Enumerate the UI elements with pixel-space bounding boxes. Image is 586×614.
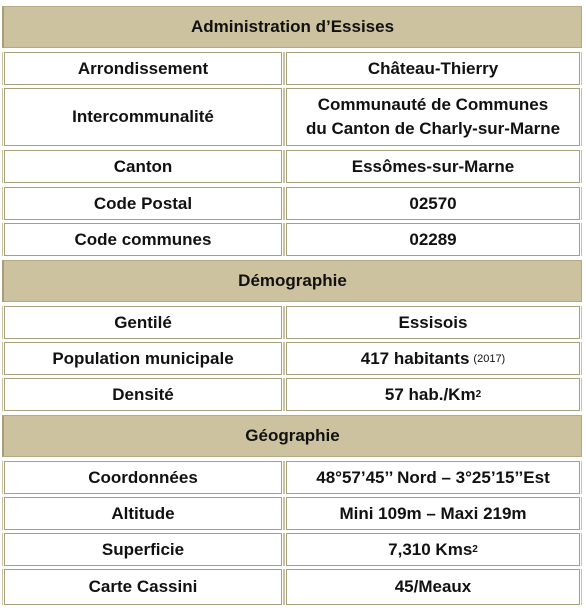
population-value: 417 habitants (360, 348, 470, 368)
row-code-communes (2, 223, 582, 256)
row-gentile (2, 306, 582, 339)
value-line-2: du Canton de Charly-sur-Marne (305, 119, 561, 138)
label-cell: Altitude (4, 497, 282, 530)
value-cell: Essômes-sur-Marne (286, 150, 580, 183)
label-cell: Population municipale (4, 342, 282, 375)
value-cell: 02289 (286, 223, 580, 256)
value-cell: 48°57’45’’ Nord – 3°25’15’’Est (286, 461, 580, 494)
value-cell: 45/Meaux (286, 569, 580, 605)
label-cell: Densité (4, 378, 282, 411)
value-cell (286, 342, 580, 375)
superficie-value: 7,310 Kms (388, 539, 473, 559)
label-cell: Coordonnées (4, 461, 282, 494)
row-altitude (2, 497, 582, 530)
label-cell: Arrondissement (4, 52, 282, 85)
section-title: Géographie (245, 426, 340, 445)
row-arrondissement (2, 52, 582, 85)
label-cell: Gentilé (4, 306, 282, 339)
row-intercommunalite (2, 88, 582, 146)
row-densite (2, 378, 582, 411)
label-cell: Code communes (4, 223, 282, 256)
row-coordonnees (2, 461, 582, 494)
value-cell (286, 88, 580, 146)
section-header-demographie (2, 260, 582, 302)
section-title: Démographie (238, 271, 347, 290)
row-code-postal (2, 187, 582, 220)
population-year: (2017) (473, 352, 506, 365)
row-population (2, 342, 582, 375)
value-cell: Essisois (286, 306, 580, 339)
label-cell: Canton (4, 150, 282, 183)
value-cell: 7,310 Kms 2 (286, 533, 580, 566)
value-cell: Château-Thierry (286, 52, 580, 85)
section-title: Administration d’Essises (190, 17, 395, 36)
label-cell: Superficie (4, 533, 282, 566)
value-cell: 02570 (286, 187, 580, 220)
section-header-geographie (2, 415, 582, 457)
row-carte-cassini (2, 569, 582, 605)
densite-value: 57 hab./Km (384, 384, 476, 404)
value-cell: 57 hab./Km 2 (286, 378, 580, 411)
section-header-administration (2, 6, 582, 48)
label-cell: Code Postal (4, 187, 282, 220)
label-cell: Intercommunalité (4, 88, 282, 146)
value-line-1: Communauté de Communes (317, 95, 549, 114)
row-superficie (2, 533, 582, 566)
row-canton (2, 150, 582, 183)
value-cell: Mini 109m – Maxi 219m (286, 497, 580, 530)
label-cell: Carte Cassini (4, 569, 282, 605)
